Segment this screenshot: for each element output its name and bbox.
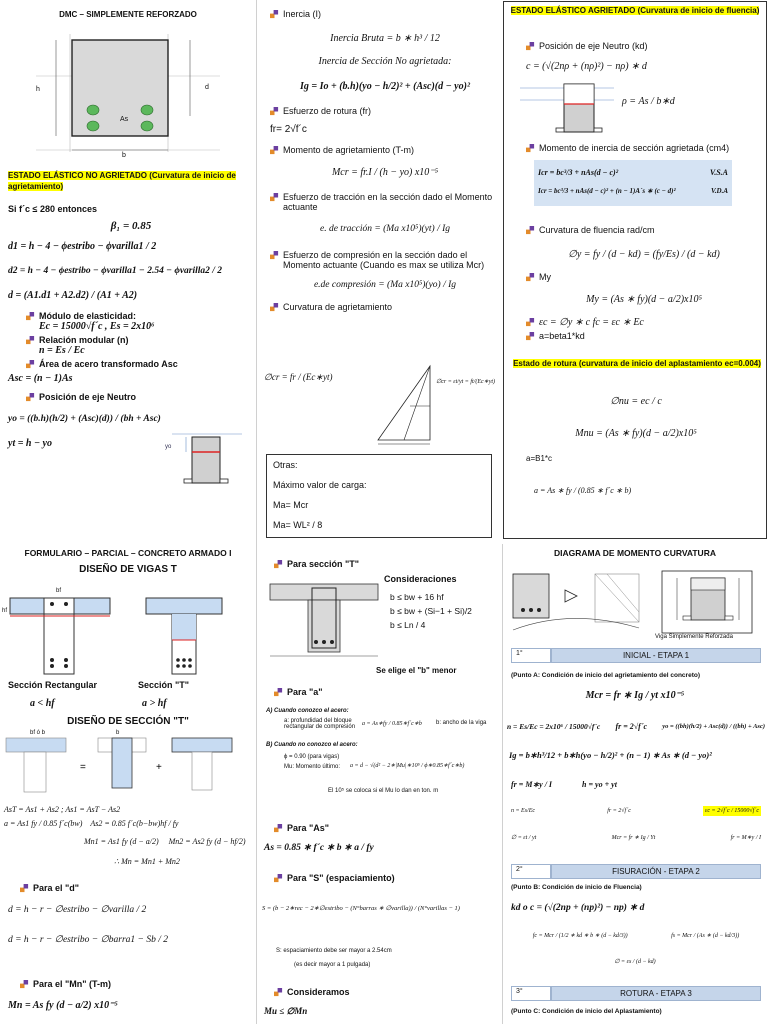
bullet-icon <box>270 107 279 116</box>
fr-eq: fr= 2√f´c <box>270 124 307 135</box>
neutral-axis-diagram <box>172 432 242 492</box>
para-d-title: Para el "d" <box>33 883 80 893</box>
cons-1: b ≤ bw + 16 hf <box>390 592 444 602</box>
diseno-title: DISEÑO DE SECCIÓN "T" <box>67 716 189 727</box>
panel-diagrama <box>503 544 767 1024</box>
panel-seccion-t <box>258 544 502 1024</box>
para-mn-title: Para el "Mn" (T-m) <box>33 979 112 989</box>
dim-h-label: h <box>36 86 40 93</box>
bullet-icon <box>20 980 29 989</box>
b-label: b <box>116 730 120 736</box>
etapa3-banner: ROTURA - ETAPA 3 <box>551 986 761 1001</box>
rho-eq: ρ = As / b∗d <box>622 96 675 107</box>
bullet-icon <box>270 251 279 260</box>
etapa1-num: 1° <box>511 648 551 663</box>
t-section-detail-diagram <box>266 580 382 660</box>
triangle-relation: ∅cr = εt/yt = ft/(Ec∗yt) <box>436 379 496 385</box>
cons-3: b ≤ Ln / 4 <box>390 620 426 630</box>
diagrama-title: DIAGRAMA DE MOMENTO CURVATURA <box>554 548 716 558</box>
curvatura-eq: ∅cr = fr / (Ec∗yt) <box>264 372 333 382</box>
t-decomposition-diagram <box>2 730 254 796</box>
relacion-title: Relación modular (n) <box>39 335 129 345</box>
seccion-t-title: Para sección "T" <box>287 559 360 569</box>
inercia-title: Inercia (I) <box>283 9 322 19</box>
compresion-eq: e.de compresión = (Ma x10⁵)(yo) / Ig <box>313 280 457 290</box>
caso-b: B) Cuando no conozco el acero: <box>266 742 358 748</box>
hf-label: hf <box>2 608 8 614</box>
agrietado-heading: ESTADO ELÁSTICO AGRIETADO (Curvatura de inicio de fluencia) <box>510 6 760 15</box>
icr2-tag: V.D.A <box>711 187 728 195</box>
sec-t-label: Sección "T" <box>138 680 190 690</box>
caso-a: A) Cuando conozco el acero: <box>266 708 349 714</box>
yo-etapa-eq: yo = ((bh)(h/2) + Asc(d)) / ((bh) + Asc) <box>662 723 765 730</box>
panel-vigas-t <box>0 544 256 1024</box>
mn-sum: ∴ Mn = Mn1 + Mn2 <box>114 857 180 866</box>
inercia-bruta-eq: Inercia Bruta = b ∗ h³ / 12 <box>330 33 440 44</box>
d2-eq: d2 = h − 4 − ϕestribo − ϕvarilla1 − 2.54 − ϕvarilla2 / 2 <box>8 266 223 276</box>
para-as-title: Para "As" <box>287 823 330 833</box>
menor-note: Se elige el "b" menor <box>376 666 457 675</box>
bullet-icon <box>274 824 283 833</box>
bullet-icon <box>274 874 283 883</box>
bullet-icon <box>26 336 35 345</box>
posicion-kd-title: Posición de eje Neutro (kd) <box>539 41 648 51</box>
simply-reinforced-beam-diagram <box>661 570 753 634</box>
yo-eq: yo = ((b.h)(h/2) + (Asc)(d)) / (bh + Asc) <box>8 414 161 424</box>
caso-a-eq: a = As∗fy / 0.85∗f´c∗b <box>362 721 422 727</box>
mcr-small: Mcr = fr ∗ Ig / Yt <box>611 835 656 841</box>
bullet-icon <box>526 318 535 327</box>
panel-inercia <box>258 0 502 540</box>
icr1-eq: Icr = bc³/3 + nAs(d − c)² <box>538 168 619 177</box>
para-a-title: Para "a" <box>287 687 323 697</box>
fc-small: fc = Mcr / (1/2 ∗ kd ∗ b ∗ (d − kd/3)) <box>532 933 628 939</box>
fr-small2: fr = M∗y / I <box>730 835 761 841</box>
ec-highlight: εc = 2√f´c / 15000√f´c <box>705 808 759 814</box>
phi-vigas: ϕ = 0.90 (para vigas) <box>284 754 340 760</box>
caso-b-eq: a = d − √(d² − 2∗|Mu|∗10⁵ / ϕ∗0.85∗f´c∗b) <box>350 763 465 769</box>
relacion-eq: n = Es / Ec <box>39 345 85 356</box>
bf-b-label: bf ó b <box>30 730 46 736</box>
my-title: My <box>539 272 551 282</box>
cons-2: b ≤ bw + (Si−1 + Si)/2 <box>390 606 472 616</box>
icr1-tag: V.S.A <box>709 168 728 177</box>
caso-a-b: b: ancho de la viga <box>436 720 487 726</box>
otras-box <box>266 454 492 538</box>
area-title: Área de acero transformado Asc <box>39 359 178 369</box>
bullet-icon <box>274 688 283 697</box>
bullet-icon <box>26 360 35 369</box>
s-note2: (es decir mayor a 1 pulgada) <box>294 962 371 968</box>
beam-caption: Viga Simplemente Reforzada <box>655 634 733 640</box>
fr-etapa-eq: fr = 2√f´c <box>615 722 648 731</box>
consideraciones-title: Consideraciones <box>384 574 457 584</box>
yt-eq: yt = h − yo <box>8 438 52 449</box>
mu-label: Mu: Momento último: <box>284 764 341 770</box>
mn1-eq: Mn1 = As1 fy (d − a/2) <box>84 837 159 846</box>
max-carga: Máximo valor de carga: <box>273 480 367 490</box>
momento-inercia-title: Momento de inercia de sección agrietada (cm4) <box>539 143 730 153</box>
bullet-icon <box>270 10 279 19</box>
bullet-icon <box>270 193 279 202</box>
divider-vertical-2 <box>502 544 503 1024</box>
yo-label: yo <box>165 444 172 450</box>
punto-a: (Punto A: Condición de inicio del agrietamiento del concreto) <box>511 672 700 679</box>
d1-eq: d1 = h − 4 − ϕestribo − ϕvarilla1 / 2 <box>8 241 157 252</box>
phi2-small: ∅ = εs / (d − kd) <box>614 959 656 965</box>
estado-no-agrietado-heading: ESTADO ELÁSTICO NO AGRIETADO (Curvatura de inicio de agrietamiento) <box>8 171 236 191</box>
cond-t: a > hf <box>142 698 167 709</box>
n-etapa-eq: n = Es/Ec = 2x10⁶ / 15000√f´c <box>507 722 601 731</box>
dim-b-label: b <box>122 152 126 159</box>
posicion-title: Posición de eje Neutro <box>39 392 137 402</box>
curvatura-title: Curvatura de agrietamiento <box>283 302 393 312</box>
fr-my-eq: fr = M∗y / I <box>511 780 553 789</box>
bullet-icon <box>274 560 283 569</box>
dim-d-label: d <box>205 84 209 91</box>
ig-eq: Ig = Io + (b.h)(yo − h/2)² + (Asc)(d − yo)² <box>300 81 470 92</box>
beta-eq: β₁ = 0.85 <box>110 220 152 232</box>
traccion-eq: e. de tracción = (Ma x10⁵)(yt) / Ig <box>320 224 450 234</box>
icr-box <box>534 160 732 206</box>
bullet-icon <box>270 146 279 155</box>
punto-b: (Punto B: Condición de inicio de Fluencia) <box>511 884 642 891</box>
mn-t-eq: Mn = As fy (d − a/2) x10⁻⁵ <box>8 1000 118 1011</box>
vigas-title1: FORMULARIO – PARCIAL – CONCRETO ARMADO I <box>24 548 232 558</box>
bullet-icon <box>26 312 35 321</box>
n-small: n = Es/Ec <box>511 808 536 814</box>
caso-a-desc: a: profundidad del bloque rectangular de compresión <box>284 718 356 730</box>
dmc-title: DMC – SIMPLEMENTE REFORZADO <box>59 10 197 19</box>
c-eq: c = (√(2nρ + (nρ)²) − nρ) ∗ d <box>526 61 647 72</box>
d-t-eq1: d = h − r − ∅estribo − ∅varilla / 2 <box>8 905 147 915</box>
panel-dmc <box>0 0 256 540</box>
cracked-section-diagram <box>518 80 618 140</box>
etapa3-num: 3° <box>511 986 551 1001</box>
a-frac-eq: a = As ∗ fy / (0.85 ∗ f´c ∗ b) <box>534 486 632 495</box>
phiy-eq: ∅y = fy / (d − kd) = (fy/Es) / (d − kd) <box>568 249 720 260</box>
consideramos-title: Consideramos <box>287 987 350 997</box>
h-eq: h = yo + yt <box>582 780 617 789</box>
a-t-eq: a = As1 fy / 0.85 f´c(bw) <box>4 819 83 828</box>
etapa2-num: 2° <box>511 864 551 879</box>
a-b1c: a=B1*c <box>526 454 553 463</box>
etapa1-banner: INICIAL - ETAPA 1 <box>551 648 761 663</box>
fs-small: fs = Mcr / (As ∗ (d − kd/3)) <box>671 933 740 939</box>
sec-rect-label: Sección Rectangular <box>8 680 98 690</box>
bf-label: bf <box>56 588 62 594</box>
bullet-icon <box>526 273 535 282</box>
panel-agrietado <box>503 1 767 539</box>
bullet-icon <box>526 332 535 341</box>
curv-fluencia-title: Curvatura de fluencia rad/cm <box>539 225 655 235</box>
otras-title: Otras: <box>273 460 298 470</box>
ma-wl: Ma= WL² / 8 <box>273 520 323 530</box>
mcr-eq: Mcr = fr.I / (h − yo) x10⁻⁵ <box>331 167 439 178</box>
bullet-icon <box>20 884 29 893</box>
bullet-icon <box>274 988 283 997</box>
bullet-icon <box>526 42 535 51</box>
as-t-eq: AsT = As1 + As2 ; As1 = AsT − As2 <box>4 805 121 814</box>
traccion-title: Esfuerzo de tracción en la sección dado el Momento actuante <box>283 192 493 212</box>
nota-10-5: El 10⁵ se coloca si el Mu lo dan en ton. m <box>328 788 439 794</box>
mnu-eq: Mnu = (As ∗ fy)(d − a/2)x10⁵ <box>575 428 697 439</box>
rotura-title: Esfuerzo de rotura (fr) <box>283 106 372 116</box>
fr-small: fr = 2√f´c <box>607 808 631 814</box>
s-eq: S = (b − 2∗rec − 2∗∅estribo − (N°barras ∗ ∅varilla)) / (N°varillas − 1) <box>262 905 460 912</box>
bullet-icon <box>526 144 535 153</box>
ig-etapa-eq: Ig = b∗h³/12 + b∗h(yo − h/2)² + (n − 1) ∗ As ∗ (d − yo)² <box>509 750 712 760</box>
s-note1: S: espaciamiento debe ser mayor a 2.54cm <box>276 948 392 954</box>
punto-c: (Punto C: Condición de inicio del Aplastamiento) <box>511 1008 662 1015</box>
icr2-eq: Icr = bc³/3 + nAs(d − c)² + (n − 1)A´s ∗ (c − d)² <box>538 187 676 195</box>
as-eq: As = 0.85 ∗ f´c ∗ b ∗ a / fy <box>264 843 374 853</box>
phinu-eq: ∅nu = ec / c <box>610 396 662 407</box>
as-label: As <box>120 116 129 123</box>
area-eq: Asc = (n − 1)As <box>8 373 73 384</box>
momento-title: Momento de agrietamiento (T-m) <box>283 145 415 155</box>
d-eq: d = (A1.d1 + A2.d2) / (A1 + A2) <box>8 290 138 301</box>
cond-rect: a < hf <box>30 698 55 709</box>
etapa2-banner: FISURACIÓN - ETAPA 2 <box>551 864 761 879</box>
divider-vertical-1 <box>256 0 257 1024</box>
cond-fc: Si f´c ≤ 280 entonces <box>8 204 97 214</box>
ec-eq: εc = ∅y ∗ c fc = εc ∗ Ec <box>539 317 644 328</box>
phi-small: ∅ = εt / yt <box>511 835 537 841</box>
compresion-title: Esfuerzo de compresión en la sección dado el Momento actuante (Cuando es max se utiliza Mcr) <box>283 250 485 270</box>
inercia-no-agrietada: Inercia de Sección No agrietada: <box>318 56 452 67</box>
curvature-triangle-diagram <box>364 362 454 448</box>
a-beta-eq: a=beta1*kd <box>539 331 585 341</box>
as2-eq: As2 = 0.85 f´c(b−bw)hf / fy <box>90 819 179 828</box>
svg-text:+: + <box>156 762 162 773</box>
mn2-eq: Mn2 = As2 fy (d − hf/2) <box>168 837 246 846</box>
t-beam-t-diagram <box>140 584 230 678</box>
my-eq: My = (As ∗ fy)(d − a/2)x10⁵ <box>586 294 702 305</box>
mu-le-eq: Mu ≤ ∅Mn <box>264 1006 308 1016</box>
svg-text:=: = <box>80 762 86 773</box>
modulo-eq: Ec = 15000√f´c , Es = 2x10⁶ <box>39 321 155 332</box>
mcr-etapa-eq: Mcr = fr ∗ Ig / yt x10⁻⁵ <box>585 690 685 701</box>
vigas-title2: DISEÑO DE VIGAS T <box>79 564 177 575</box>
moment-curvature-sketch <box>511 568 651 638</box>
bullet-icon <box>270 303 279 312</box>
ma-mcr: Ma= Mcr <box>273 500 309 510</box>
kd-eq: kd o c = (√(2np + (np)²) − np) ∗ d <box>511 903 645 913</box>
rotura-heading: Estado de rotura (curvatura de inicio del aplastamiento ec=0.004) <box>513 359 761 368</box>
modulo-title: Módulo de elasticidad: <box>39 311 137 321</box>
bullet-icon <box>26 393 35 402</box>
d-t-eq2: d = h − r − ∅estribo − ∅barra1 − Sb / 2 <box>8 935 168 945</box>
t-beam-rect-diagram <box>6 584 116 678</box>
para-s-title: Para "S" (espaciamiento) <box>287 873 395 883</box>
bullet-icon <box>526 226 535 235</box>
